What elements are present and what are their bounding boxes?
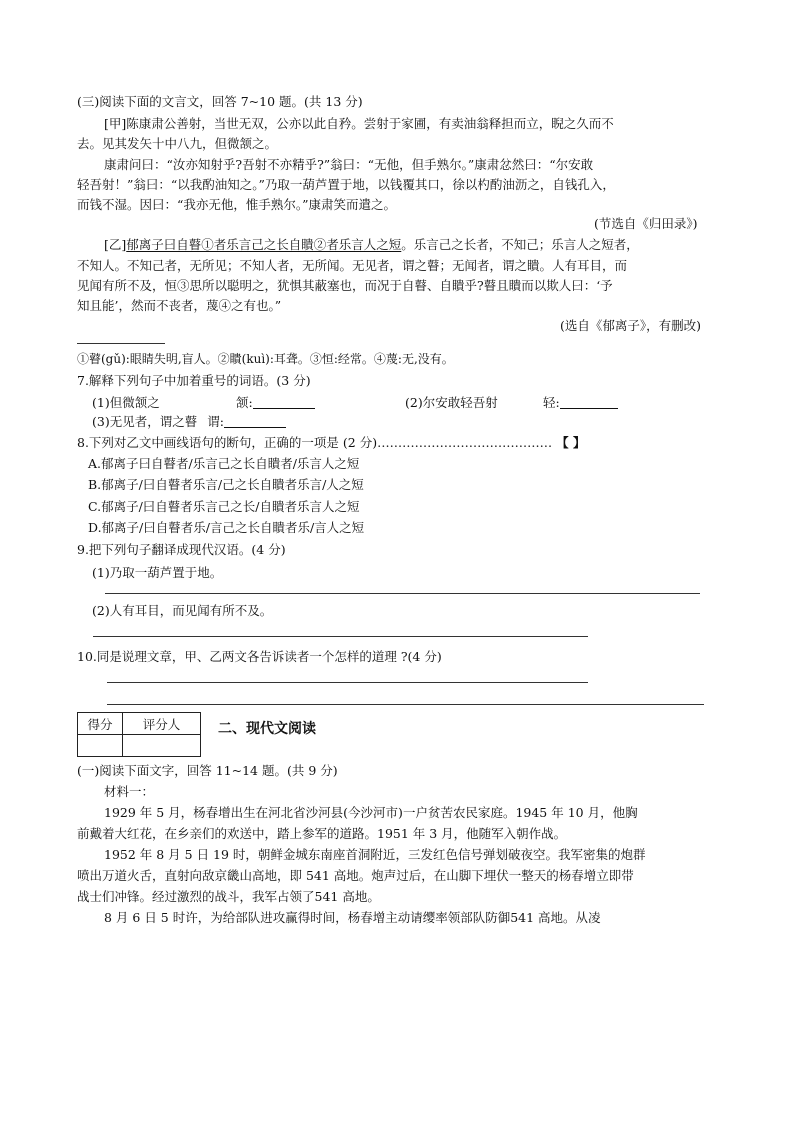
- jia-paragraph-2-line-3: 而钱不湿。因曰：“我亦无他，惟手熟尔。”康肃笑而遣之。: [77, 197, 397, 212]
- yi-line-4: 知且能’，然而不丧者，蔑④之有也。”: [77, 298, 282, 313]
- footnote-divider: [77, 343, 165, 344]
- q7-item-3-word: 谓:: [207, 414, 224, 429]
- jia-paragraph-2-line-2: 轻吾射！”翁曰：“以我酌油知之。”乃取一葫芦置于地，以钱覆其口，徐以杓酌油沥之，自钱孔入，: [77, 177, 615, 192]
- q7-stem: 7.解释下列句子中加着重号的词语。(3 分): [77, 373, 311, 388]
- jia-paragraph-1-line-1: [甲]陈康肃公善射，当世无双，公亦以此自矜。尝射于家圃，有卖油翁释担而立，睨之久而不: [104, 116, 614, 131]
- q9-sentence-1: (1)乃取一葫芦置于地。: [92, 565, 223, 580]
- yi-line-2: 不知人。不知己者，无所见；不知人者，无所闻。无见者，谓之瞽；无闻者，谓之瞶。人有耳目，而: [77, 258, 628, 273]
- grader-cell[interactable]: [123, 735, 201, 757]
- q7-item-2-word: 轻:: [543, 395, 560, 410]
- q7-item-1: [92, 395, 160, 411]
- modern-paragraph-1-line-1: 1929 年 5 月，杨春增出生在河北省沙河县(今沙河市)一户贫苦农民家庭。1945 年 10 月，他胸: [104, 805, 638, 820]
- yi-line-3: 见闻有所不及，恒③思所以聪明之，犹惧其蔽塞也，而况于自瞽、自瞶乎?瞽且瞶而以欺人曰：‘予: [77, 278, 613, 293]
- q7-item-2-text: (2)尔安敢轻吾射: [405, 395, 498, 410]
- q8-stem: [77, 435, 585, 451]
- section3-intro: (三)阅读下面的文言文，回答 7~10 题。(共 13 分): [77, 94, 363, 109]
- modern-paragraph-2-line-2: 喷出万道火舌，直射向敌京畿山高地，即 541 高地。炮声过后，在山脚下埋伏一整天的杨春增立即带: [77, 868, 634, 883]
- q7-item-1-answer: [236, 395, 315, 411]
- q9-answer-1-line[interactable]: [105, 593, 700, 594]
- q8-option-a: A.郁离子曰自瞽者/乐言己之长自瞶者/乐言人之短: [88, 456, 360, 471]
- yi-prefix: [乙]: [104, 237, 127, 252]
- modern-paragraph-3-line-1: 8 月 6 日 5 时许，为给部队进攻赢得时间，杨春增主动请缨率领部队防御541 高地。从凌: [104, 910, 601, 925]
- score-cell[interactable]: [78, 735, 123, 757]
- modern-intro: (一)阅读下面文字，回答 11~14 题。(共 9 分): [77, 763, 338, 778]
- q8-option-b: B.郁离子/曰自瞽者乐言/己之长自瞶者乐言/人之短: [88, 477, 364, 492]
- part2-title: 二、现代文阅读: [218, 721, 316, 737]
- yi-source: (选自《郁离子》，有删改): [560, 318, 702, 333]
- q9-stem: 9.把下列句子翻译成现代汉语。(4 分): [77, 542, 286, 557]
- yi-underlined-sentence: 郁离子曰自瞽①者乐言己之长自瞶②者乐言人之短: [126, 237, 402, 252]
- q7-item-2: [405, 395, 498, 411]
- score-table: [77, 712, 201, 757]
- yi-line-1-rest: 。乐言己之长者，不知己；乐言人之短者，: [401, 237, 639, 252]
- modern-paragraph-2-line-1: 1952 年 8 月 5 日 19 时，朝鲜金城东南座首洞附近，三发红色信号弹划破夜空。我军密集的炮群: [104, 847, 646, 862]
- q7-answer-2-blank[interactable]: [560, 396, 618, 409]
- score-header: 得分: [78, 713, 123, 735]
- material-label: 材料一：: [104, 784, 155, 799]
- q8-stem-text: 8.下列对乙文中画线语句的断句，正确的一项是 (2 分)……………………………………: [77, 435, 553, 450]
- q7-item-1-text: (1)但微颔之: [92, 395, 160, 410]
- footnote: ①瞽(gǔ):眼睛失明,盲人。②瞶(kuì):耳聋。③恒:经常。④蔑:无,没有。: [77, 352, 454, 366]
- q7-item-1-word: 颔:: [236, 395, 253, 410]
- q9-sentence-2: (2)人有耳目，而见闻有所不及。: [92, 603, 273, 618]
- q9-answer-2-line[interactable]: [93, 636, 588, 637]
- q7-item-2-answer: [543, 395, 618, 411]
- q7-answer-1-blank[interactable]: [253, 396, 315, 409]
- modern-paragraph-2-line-3: 战士们冲锋。经过激烈的战斗，我军占领了541 高地。: [77, 889, 380, 904]
- yi-line-1: [104, 237, 639, 253]
- q7-item-3: [92, 414, 286, 430]
- q8-answer-bracket[interactable]: 【 】: [556, 435, 586, 450]
- jia-paragraph-2-line-1: 康肃问曰：“汝亦知射乎?吾射不亦精乎?”翁曰：“无他，但手熟尔。”康肃忿然曰：“尔安敢: [104, 157, 594, 172]
- grader-header: 评分人: [123, 713, 201, 735]
- q8-option-c: C.郁离子/曰自瞽者乐言己之长/自瞶者乐言人之短: [88, 499, 360, 514]
- q8-option-d: D.郁离子/曰自瞽者乐/言己之长自瞶者乐/言人之短: [88, 520, 365, 535]
- q10-answer-line-2[interactable]: [107, 704, 704, 705]
- q7-item-3-text: (3)无见者，谓之瞽: [92, 414, 198, 429]
- q10-answer-line-1[interactable]: [107, 682, 588, 683]
- jia-paragraph-1-line-2: 去。见其发矢十中八九，但微颔之。: [77, 136, 278, 151]
- q10-stem: 10.同是说理文章，甲、乙两文各告诉读者一个怎样的道理 ?(4 分): [77, 649, 442, 664]
- q7-answer-3-blank[interactable]: [224, 415, 286, 428]
- modern-paragraph-1-line-2: 前戴着大红花，在乡亲们的欢送中，踏上参军的道路。1951 年 3 月，他随军入朝作战。: [77, 826, 567, 841]
- jia-source: (节选自《归田录》): [594, 216, 698, 231]
